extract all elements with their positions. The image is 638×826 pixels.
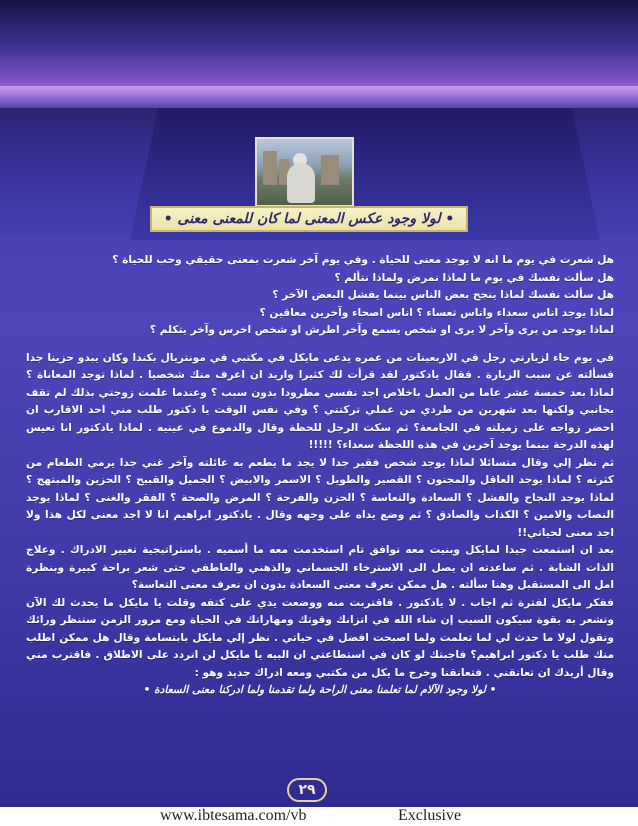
source-url: www.ibtesama.com/vb (160, 807, 307, 824)
author-photo (255, 137, 354, 207)
page-number-badge (287, 778, 327, 802)
question-list (26, 252, 614, 340)
article-body (26, 252, 614, 700)
story-paragraph: في يوم جاء لزيارتي رجل في الاربعينات من عمره يدعى مايكل في مكتبي في مونتريال بكندا وكان يبدو حزينا جدا فسألته عن سبب الزيارة . فقال يادكتور لقد قرأت لك كثيرا واريد ان اعرف منك شخصيا . لماذا توجد المعاناة ؟ لماذا بعد خمسة عشر عاما من العمل باخلاص اجد نفسي مطرودا بدون سبب ؟ وعندما علمت زوجتي بذلك لم تقف بجانبي ولكنها بعد شهرين من طردي من عملي تركتني ؟ وفي نفس الوقت يا دكتور طلب مني احد الاقارب ان احضر زواجه على زميلته في الجامعة؟ ثم سكت الرجل للحظة وقال والدموع في عينيه . لماذا يادكتور انا تعيس لهذه الدرجة بينما يوجد آخرين في هذه اللحظة سعداء؟ !!!!! (26, 351, 614, 451)
watermark-footer (0, 807, 638, 826)
page-number: ٢٩ (298, 782, 316, 798)
question-line: هل سألت نفسك لماذا ينجح بعض الناس بينما يفشل البعض الآخر ؟ (272, 289, 614, 301)
closing-quote: • لولا وجود الآلام لما تعلمنا معنى الراحة ولما تقدمنا ولما ادركنا معنى السعادة • (143, 684, 497, 696)
banner-title: • لولا وجود عكس المعنى لما كان للمعنى معنى • (163, 211, 455, 227)
person-figure (287, 163, 315, 203)
exclusive-label: Exclusive (398, 807, 462, 824)
story-paragraph: ثم نظر إلي وقال متسائلا لماذا يوجد شخص فقير جدا لا يجد ما يطعم به عائلته وآخر غني جدا يرمي الطعام من كثرته ؟ لماذا يوجد العاقل والمجنون ؟ القصير والطويل ؟ الاسمر والابيض ؟ الجميل والقبيح ؟ الحزين والمبتهج ؟ لماذا يوجد النجاح والفشل ؟ السعادة والتعاسة ؟ الحزن والفرحة ؟ المرض والصحة ؟ الفقر والغنى ؟ لماذا يوجد النصاب والامين ؟ الكذاب والصادق ؟ ثم وضع يداه على وجهه وقال . يادكتور ابراهيم انا لا اجد معنى لكل هذا ولا اجد معنى لحياتي!! (26, 456, 614, 539)
question-line: هل سألت نفسك في يوم ما لماذا نمرض ولماذا نتألم ؟ (334, 271, 614, 284)
question-line: لماذا يوجد من يرى وآخر لا يرى او شخص يسمع وآخر اطرش او شخص اخرس وآخر يتكلم ؟ (149, 324, 614, 336)
story-paragraph: بعد ان استمعت جيدا لمايكل وبنيت معه توافق تام استخدمت معه ما أسميه . باستراتيجية تغيير الادراك . وعلاج الذات الشابة . ثم ساعدته ان يصل الى الاسترخاء الجسماني والذهني والعاطفي حتى شعر براحة كبيرة وبنظرة امل الى المستقبل وهنا سألته . هل ممكن نعرف معنى السعادة بدون ان نعرف معنى التعاسة؟ (26, 544, 614, 591)
title-banner (150, 206, 468, 232)
story-paragraph: ففكر مايكل لفترة ثم اجاب . لا يادكتور . فاقتربت منه ووضعت يدي على كتفه وقلت يا مايكل ما يحدث لك الآن وتشعر به بقوة سيكون السبب إن شاء الله في اتزانك وقوتك ومهاراتك في الحياة ومع مرور الزمن ستنظر ورائك وتقول لولا ما حدث لي لما تعلمت ولما اصبحت افضل في حياتي . نظر إلي مايكل بابتسامة وقال هل ممكن اطلب منك طلب يا دكتور ابراهيم؟ فاجبتك لو كان في استطاعتي ان البيه يا مايكل لن اتردد على الاطلاق . فاقترب مني وقال أريدك ان تعانقني . فتعانقنا وخرج ما يكل من مكتبي ومعه ادراك جديد وهو : (26, 596, 614, 679)
question-line: لماذا يوجد اناس سعداء واناس تعساء ؟ اناس اصحاء وآخرين معاقين ؟ (259, 306, 614, 319)
night-sky (0, 0, 638, 100)
question-line: هل شعرت في يوم ما انه لا يوجد معنى للحياة . وفي يوم آخر شعرت بمعنى حقيقي وحب للحياة ؟ (112, 254, 614, 266)
